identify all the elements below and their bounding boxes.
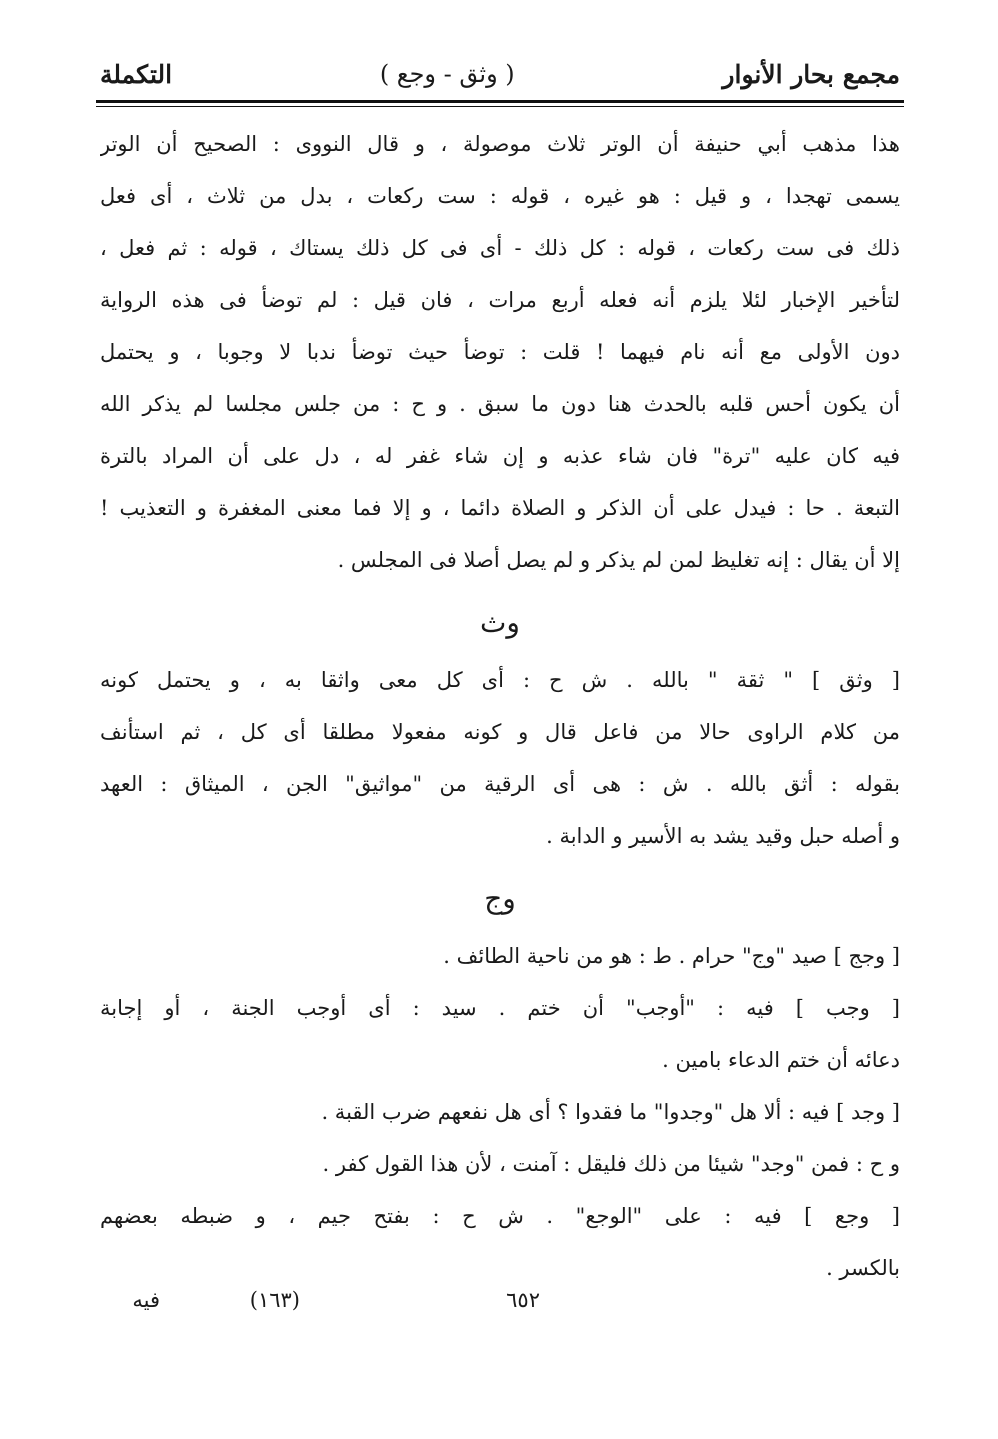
text-line: بقوله : أثق بالله . ش : هى أى الرقية من "مواثيق" الجن ، الميثاق : العهد (100, 772, 900, 796)
section-heading: وج (484, 882, 516, 915)
text-line: بالكسر . (826, 1256, 900, 1280)
header-rule-thick (96, 100, 904, 103)
text-line: إلا أن يقال : إنه تغليظ لمن لم يذكر و لم يصل أصلا فى المجلس . (337, 548, 900, 572)
header-section-title: التكملة (100, 59, 173, 89)
text-line: يسمى تهجدا ، و قيل : هو غيره ، قوله : ست ركعات ، بدل من ثلاث ، أى فعل (100, 184, 900, 208)
catchword: فيه (132, 1288, 160, 1312)
page-footer (100, 1288, 900, 1328)
text-line: [ وجب ] فيه : "أوجب" أن ختم . سيد : أى أوجب الجنة ، أو إجابة (100, 996, 900, 1020)
text-line: لتأخير الإخبار لئلا يلزم أنه فعله أربع مرات ، فان قيل : لم توضأ فى هذه الرواية (100, 288, 900, 312)
text-line: ذلك فى ست ركعات ، قوله : كل ذلك - أى فى كل ذلك يستاك ، قوله : ثم فعل ، (100, 236, 900, 260)
running-head (100, 52, 900, 96)
header-book-title: مجمع بحار الأنوار (722, 59, 900, 89)
text-line: [ وجع ] فيه : على "الوجع" . ش ح : بفتح جيم ، و ضبطه بعضهم (100, 1204, 900, 1228)
signature-mark: (١٦٣) (249, 1288, 300, 1312)
text-line: دعائه أن ختم الدعاء بامين . (662, 1048, 900, 1072)
header-rule-thin (96, 106, 904, 107)
text-line: و أصله حبل وقيد يشد به الأسير و الدابة . (546, 824, 900, 848)
body-text (100, 118, 900, 1294)
text-line: هذا مذهب أبي حنيفة أن الوتر ثلاث موصولة ، و قال النووى : الصحيح أن الوتر (100, 132, 900, 156)
section-heading: وث (480, 606, 520, 639)
header-entry-range: ( وثق - وجع ) (379, 60, 515, 88)
text-line: أن يكون أحس قلبه بالحدث هنا دون ما سبق . و ح : من جلس مجلسا لم يذكر الله (100, 392, 900, 416)
page-number: ٦٥٢ (506, 1288, 540, 1312)
text-line: دون الأولى مع أنه نام فيهما ! قلت : توضأ حيث توضأ ندبا لا وجوبا ، و يحتمل (100, 340, 900, 364)
text-line: و ح : فمن "وجد" شيئا من ذلك فليقل : آمنت ، لأن هذا القول كفر . (322, 1152, 900, 1176)
text-line: التبعة . حا : فيدل على أن الذكر و الصلاة دائما ، و إلا فما معنى المغفرة و التعذيب ! (100, 496, 900, 520)
text-line: من كلام الراوى حالا من فاعل قال و كونه مفعولا مطلقا أى كل ، ثم استأنف (100, 720, 900, 744)
text-line: [ وجج ] صيد "وج" حرام . ط : هو من ناحية الطائف . (443, 944, 900, 968)
text-line: [ وجد ] فيه : ألا هل "وجدوا" ما فقدوا ؟ أى هل نفعهم ضرب القبة . (321, 1100, 900, 1124)
text-line: [ وثق ] " ثقة " بالله . ش ح : أى كل معى واثقا به ، و يحتمل كونه (100, 668, 900, 692)
text-line: فيه كان عليه "ترة" فان شاء عذبه و إن شاء غفر له ، دل على أن المراد بالترة (100, 444, 900, 468)
